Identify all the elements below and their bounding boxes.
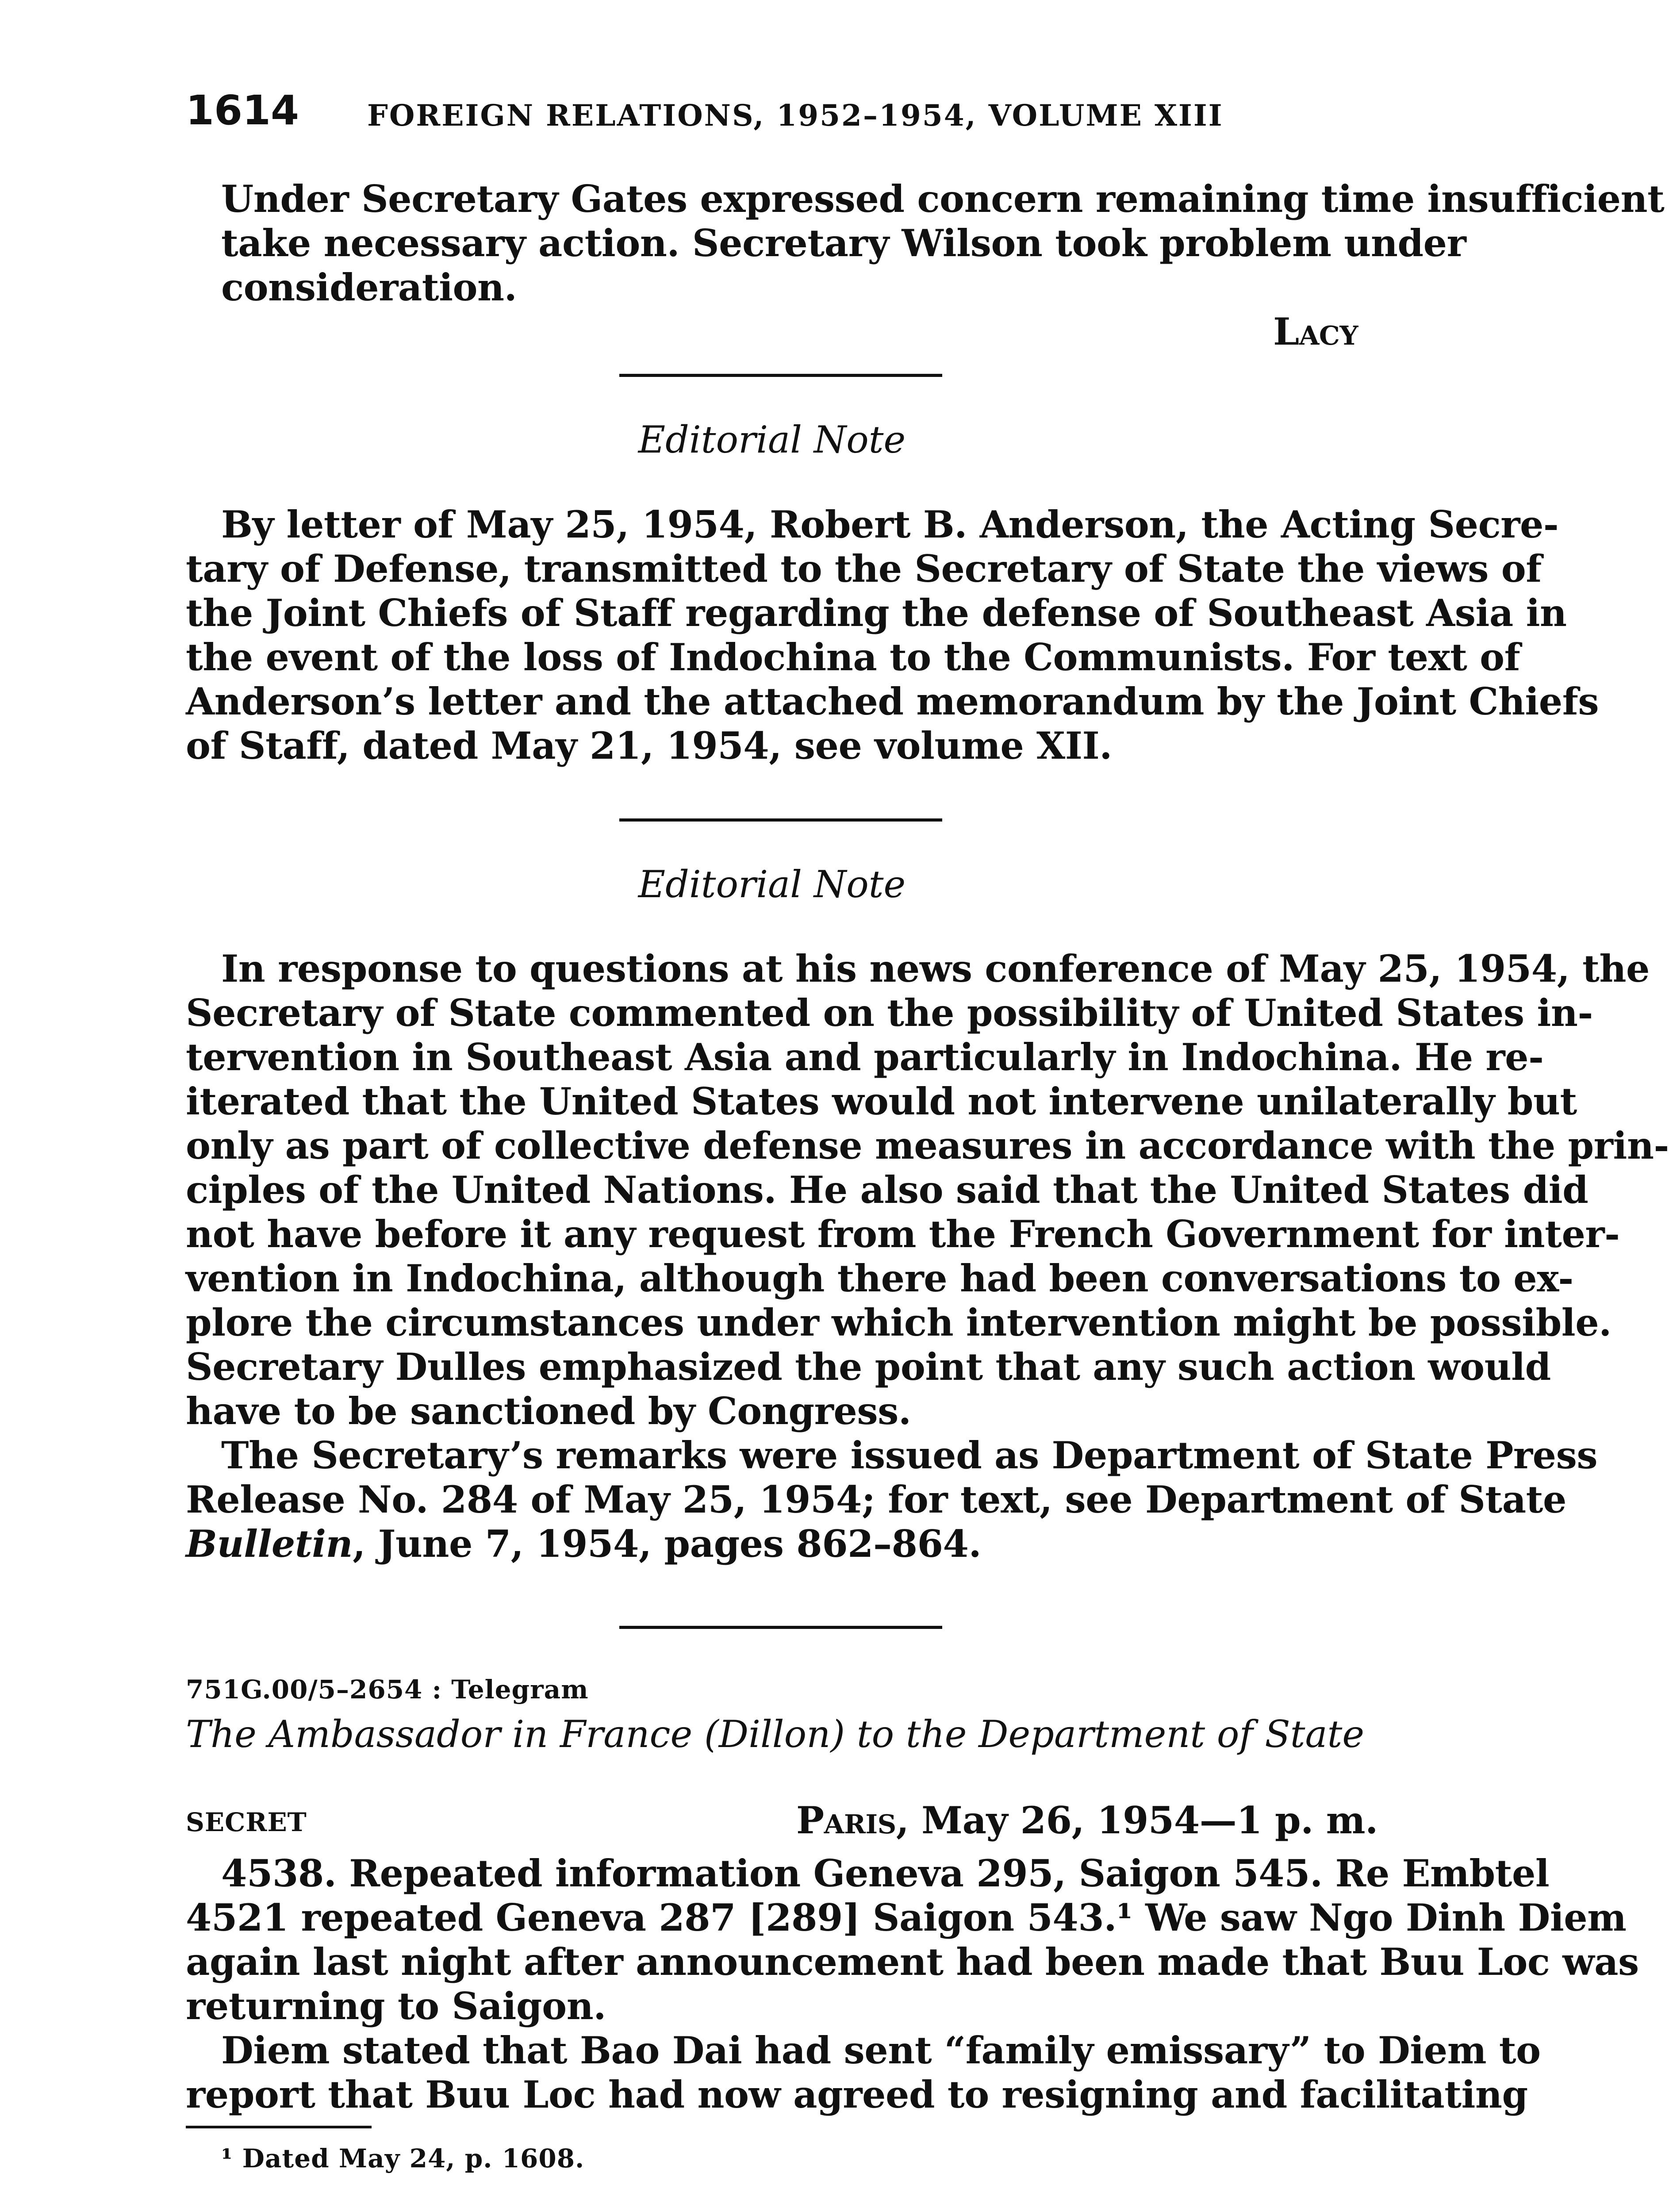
text-line: not have before it any request from the French Government for inter- [186, 1212, 1620, 1256]
dateline-place: Paris [796, 1798, 896, 1842]
footnote: ¹ Dated May 24, p. 1608. [221, 2143, 585, 2174]
text-line: only as part of collective defense measures in accordance with the prin- [186, 1124, 1669, 1167]
running-header [367, 98, 1340, 151]
footnote-divider [186, 2126, 372, 2128]
text-line: take necessary action. Secretary Wilson took problem under [221, 221, 1466, 265]
text-line: have to be sanctioned by Congress. [186, 1389, 911, 1433]
editorial-note-title: Editorial Note [638, 863, 906, 906]
editorial-note-title: Editorial Note [638, 418, 906, 461]
text-line [186, 1522, 1358, 1566]
editorial-note-2-body [186, 947, 1669, 1566]
classification: SECRET [186, 1807, 307, 1837]
text-line: tervention in Southeast Asia and particularly in Indochina. He re- [186, 1035, 1544, 1079]
text-line: plore the circumstances under which intervention might be possible. [186, 1301, 1611, 1344]
text-line: 4521 repeated Geneva 287 [289] Saigon 543.¹ We saw Ngo Dinh Diem [186, 1896, 1627, 1939]
signature: Lacy [1273, 310, 1358, 353]
document-heading-part-2: to the Department of State [856, 1713, 1365, 1756]
editorial-note-1-body [186, 503, 1599, 768]
text-line: tary of Defense, transmitted to the Secretary of State the views of [186, 547, 1542, 591]
dateline-date: , May 26, 1954—1 p. m. [896, 1798, 1378, 1842]
section-divider [619, 1626, 942, 1629]
text-line: consideration. [221, 265, 517, 309]
text-line: the event of the loss of Indochina to the Communists. For text of [186, 635, 1520, 679]
text-line: the Joint Chiefs of Staff regarding the defense of Southeast Asia in [186, 591, 1567, 635]
running-header-title: FOREIGN RELATIONS, 1952–1954, VOLUME XIII [367, 98, 1224, 133]
text-line: In response to questions at his news conference of May 25, 1954, the [221, 947, 1650, 991]
telegram-body [186, 1851, 1639, 2117]
section-divider [619, 374, 942, 377]
text-line: of Staff, dated May 21, 1954, see volume XII. [186, 724, 1113, 768]
text-line: Diem stated that Bao Dai had sent “family emissary” to Diem to [221, 2028, 1541, 2072]
text-line: Release No. 284 of May 25, 1954; for text, see Department of State [186, 1478, 1566, 1521]
document-heading-part-1: The Ambassador in France [186, 1713, 693, 1756]
page-number: 1614 [186, 87, 299, 134]
text-line: again last night after announcement had been made that Buu Loc was [186, 1940, 1639, 1984]
text-line: returning to Saigon. [186, 1984, 606, 2028]
dateline [796, 1798, 1378, 1843]
section-divider [619, 818, 942, 822]
file-reference: 751G.00/5–2654 : Telegram [186, 1674, 589, 1705]
text-line: Anderson’s letter and the attached memorandum by the Joint Chiefs [186, 680, 1599, 723]
text-line: The Secretary’s remarks were issued as Department of State Press [221, 1433, 1598, 1477]
text-line: vention in Indochina, although there had been conversations to ex- [186, 1256, 1573, 1300]
document-heading-paren: (Dillon) [704, 1713, 845, 1756]
text-line: By letter of May 25, 1954, Robert B. Anderson, the Acting Secre- [221, 503, 1559, 546]
document-heading [186, 1712, 1365, 1756]
bulletin-citation: , June 7, 1954, pages 862–864. [353, 1522, 982, 1566]
text-line: report that Buu Loc had now agreed to resigning and facilitating [186, 2073, 1528, 2116]
text-line: Secretary Dulles emphasized the point that any such action would [186, 1345, 1551, 1389]
text-line: 4538. Repeated information Geneva 295, Saigon 545. Re Embtel [221, 1851, 1550, 1895]
text-line: ciples of the United Nations. He also said that the United States did [186, 1168, 1588, 1212]
bulletin-title: Bulletin [186, 1522, 353, 1566]
text-line: Secretary of State commented on the possibility of United States in- [186, 991, 1593, 1035]
text-line: Under Secretary Gates expressed concern remaining time insufficient [221, 177, 1665, 221]
opening-paragraph [221, 177, 1665, 310]
text-line: iterated that the United States would not intervene unilaterally but [186, 1079, 1577, 1123]
